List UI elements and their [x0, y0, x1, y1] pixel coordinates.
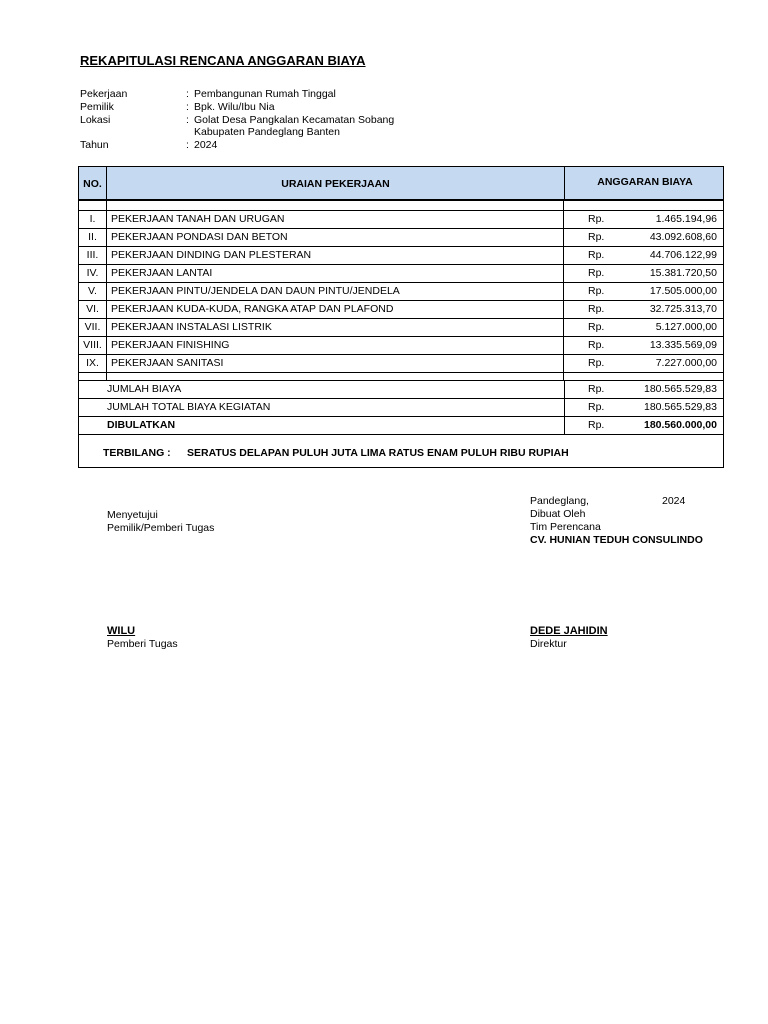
terbilang-row: [79, 441, 723, 469]
table-row: III. PEKERJAAN DINDING DAN PLESTERAN Rp. 44.706.122,99: [79, 247, 723, 265]
info-label: Tahun: [80, 139, 109, 152]
budget-table: [78, 166, 724, 468]
signatory-name: DEDE JAHIDIN: [530, 625, 608, 637]
header-no: NO.: [79, 167, 107, 199]
terbilang-label: TERBILANG :: [103, 447, 171, 459]
header-anggaran: ANGGARAN BIAYA: [597, 176, 693, 188]
right-signature-block: Pandeglang, 2024 Dibuat Oleh Tim Perencana CV. HUNIAN TEDUH CONSULINDO: [530, 495, 730, 547]
table-row: II. PEKERJAAN PONDASI DAN BETON Rp. 43.092.608,60: [79, 229, 723, 247]
left-signature-block: Menyetujui Pemilik/Pemberi Tugas: [107, 509, 215, 534]
spacer-row: [79, 201, 723, 211]
table-row: VII. PEKERJAAN INSTALASI LISTRIK Rp. 5.127.000,00: [79, 319, 723, 337]
info-label: Pekerjaan: [80, 88, 128, 100]
company-name: CV. HUNIAN TEDUH CONSULINDO: [530, 534, 703, 546]
info-value: 2024: [194, 139, 218, 152]
table-row: V. PEKERJAAN PINTU/JENDELA DAN DAUN PINTU/JENDELA Rp. 17.505.000,00: [79, 283, 723, 301]
signatory-name: WILU: [107, 625, 136, 637]
document-title: REKAPITULASI RENCANA ANGGARAN BIAYA: [80, 53, 366, 68]
left-signatory: [107, 625, 178, 651]
table-row: I. PEKERJAAN TANAH DAN URUGAN Rp. 1.465.194,96: [79, 211, 723, 229]
info-value: Pembangunan Rumah Tinggal: [194, 88, 336, 100]
table-row: IX. PEKERJAAN SANITASI Rp. 7.227.000,00: [79, 355, 723, 373]
table-row: VIII. PEKERJAAN FINISHING Rp. 13.335.569,09: [79, 337, 723, 355]
table-header: [79, 167, 723, 201]
info-label: Pemilik: [80, 100, 114, 113]
signatory-role: Direktur: [530, 638, 567, 650]
signatory-role: Pemberi Tugas: [107, 638, 178, 650]
total-row-kegiatan: JUMLAH TOTAL BIAYA KEGIATAN Rp. 180.565.529,83: [79, 399, 723, 417]
spacer-row: [79, 373, 723, 381]
info-value: Bpk. Wilu/Ibu Nia: [194, 100, 275, 113]
table-row: VI. PEKERJAAN KUDA-KUDA, RANGKA ATAP DAN PLAFOND Rp. 32.725.313,70: [79, 301, 723, 319]
info-value: Golat Desa Pangkalan Kecamatan Sobang: [194, 113, 395, 126]
terbilang-value: SERATUS DELAPAN PULUH JUTA LIMA RATUS ENAM PULUH RIBU RUPIAH: [187, 447, 569, 459]
info-value: Kabupaten Pandeglang Banten: [194, 126, 340, 139]
right-signatory: [530, 625, 608, 651]
table-row: IV. PEKERJAAN LANTAI Rp. 15.381.720,50: [79, 265, 723, 283]
header-uraian: URAIAN PEKERJAAN: [107, 167, 565, 199]
total-row-jumlah: JUMLAH BIAYA Rp. 180.565.529,83: [79, 381, 723, 399]
total-row-dibulatkan: DIBULATKAN Rp. 180.560.000,00: [79, 417, 723, 435]
info-label: Lokasi: [80, 113, 111, 126]
